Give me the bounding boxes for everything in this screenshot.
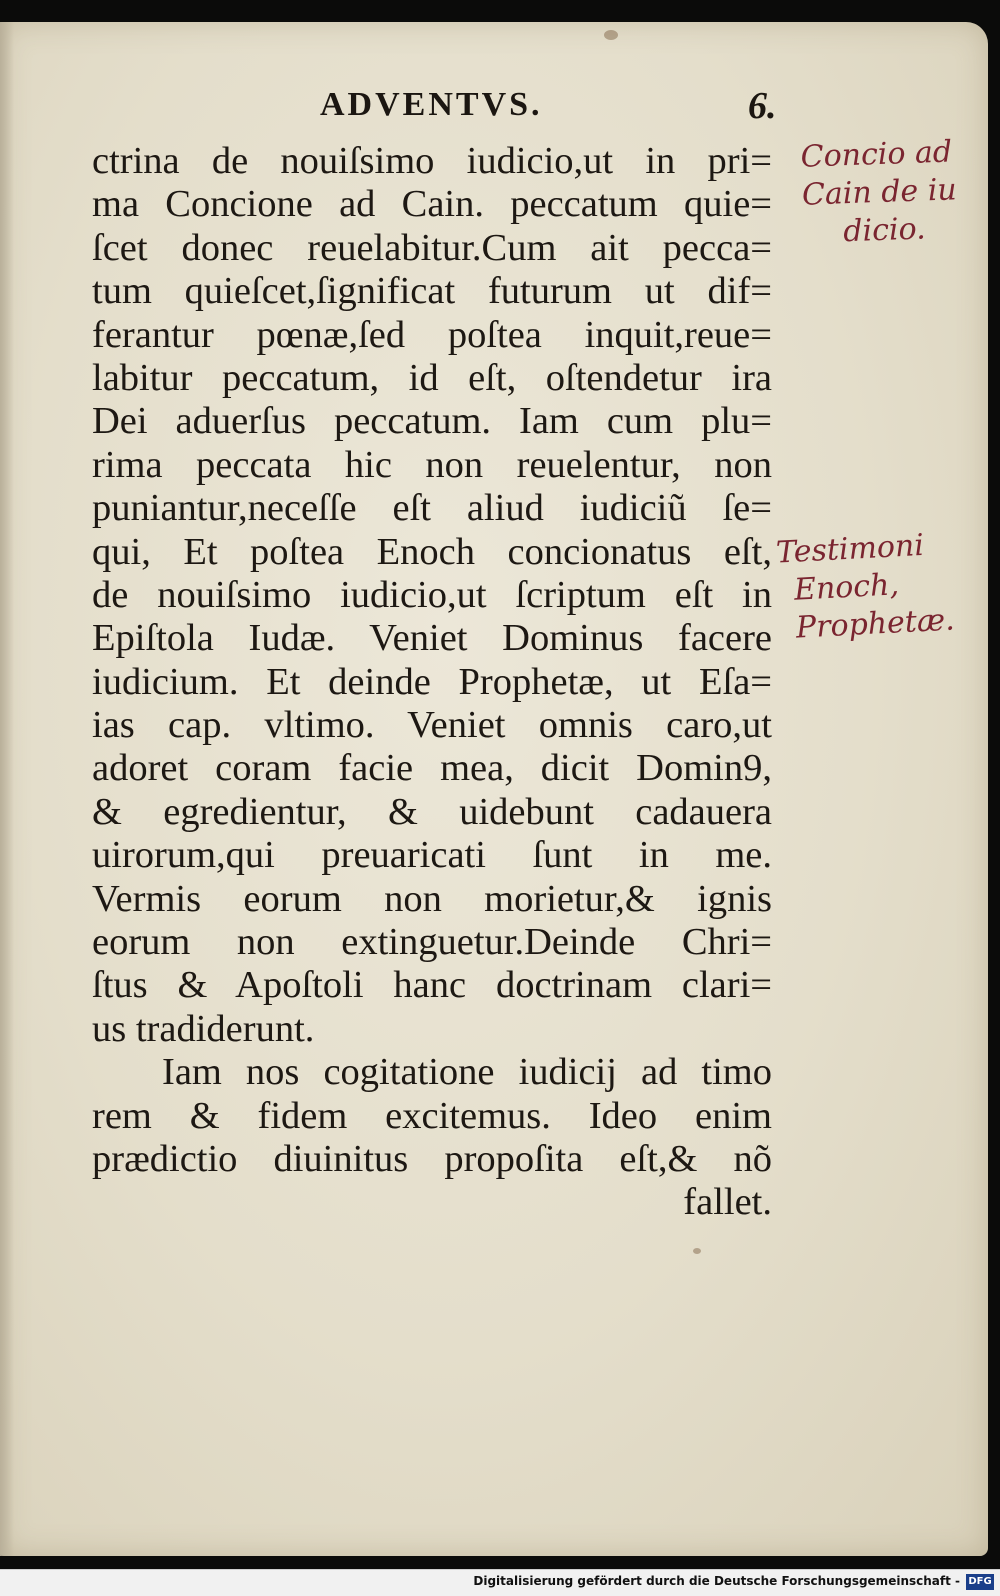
- text-line: uirorum,qui preuaricati ſunt in me.: [92, 834, 772, 877]
- dfg-logo: DFG: [966, 1574, 994, 1590]
- text-line: qui, Et poſtea Enoch concionatus eſt,: [92, 530, 772, 573]
- text-line: rima peccata hic non reuelentur, non: [92, 443, 772, 486]
- text-line: us tradiderunt.: [92, 1007, 315, 1050]
- text-line: Epiſtola Iudæ. Veniet Dominus facere: [92, 617, 772, 660]
- text-line: adoret coram facie mea, dicit Domin9,: [92, 747, 772, 790]
- text-line: labitur peccatum, id eſt, oſtendetur ira: [92, 356, 772, 399]
- text-line: iudicium. Et deinde Prophetæ, ut Eſa=: [92, 660, 772, 703]
- page-number: 6.: [748, 85, 777, 127]
- marginal-note-line: Prophetæ.: [795, 602, 956, 646]
- text-line: eorum non extinguetur.Deinde Chri=: [92, 921, 772, 964]
- text-line: prædictio diuinitus propoſita eſt,& nõ: [92, 1137, 772, 1180]
- footer-bar: [0, 1569, 1000, 1596]
- text-line: Dei aduerſus peccatum. Iam cum plu=: [92, 400, 772, 443]
- text-line-final: fallet.: [683, 1181, 772, 1224]
- text-line: ctrina de nouiſsimo iudicio,ut in pri=: [92, 140, 772, 182]
- foxing-spot: [693, 1248, 701, 1254]
- text-line: puniantur,neceſſe eſt aliud iudiciũ ſe=: [92, 487, 772, 530]
- marginal-note-line: dicio.: [842, 211, 927, 250]
- text-line: ma Concione ad Cain. peccatum quie=: [92, 183, 772, 226]
- text-line: de nouiſsimo iudicio,ut ſcriptum eſt in: [92, 573, 772, 616]
- marginal-note-line: Enoch,: [793, 567, 900, 608]
- marginal-note-line: Testimoni: [775, 527, 925, 571]
- page-gutter-shadow: [0, 22, 14, 1556]
- foxing-spot: [604, 30, 618, 40]
- marginal-note-line: Concio ad: [800, 134, 953, 175]
- text-line: & egredientur, & uidebunt cadauera: [92, 790, 772, 833]
- running-head: ADVENTVS.: [320, 86, 543, 123]
- marginal-note-line: Cain de iu: [801, 172, 958, 213]
- text-line: ias cap. vltimo. Veniet omnis caro,ut: [92, 704, 772, 747]
- text-line: Vermis eorum non morietur,& ignis: [92, 877, 772, 920]
- text-line: ſcet donec reuelabitur.Cum ait pecca=: [92, 226, 772, 269]
- text-line-paragraph-start: Iam nos cogitatione iudicij ad timo: [162, 1051, 772, 1094]
- text-line: ferantur pœnæ,ſed poſtea inquit,reue=: [92, 313, 772, 356]
- text-line: rem & fidem excitemus. Ideo enim: [92, 1094, 772, 1137]
- marginal-note-testimonia: [775, 526, 955, 649]
- marginal-note-concio: [800, 133, 959, 252]
- main-text-block: [92, 140, 772, 1225]
- text-line: tum quieſcet,ſignificat futurum ut dif=: [92, 270, 772, 313]
- funding-credit: Digitalisierung gefördert durch die Deutsche Forschungsgemeinschaft -: [473, 1574, 960, 1588]
- text-line: ſtus & Apoſtoli hanc doctrinam clari=: [92, 964, 772, 1007]
